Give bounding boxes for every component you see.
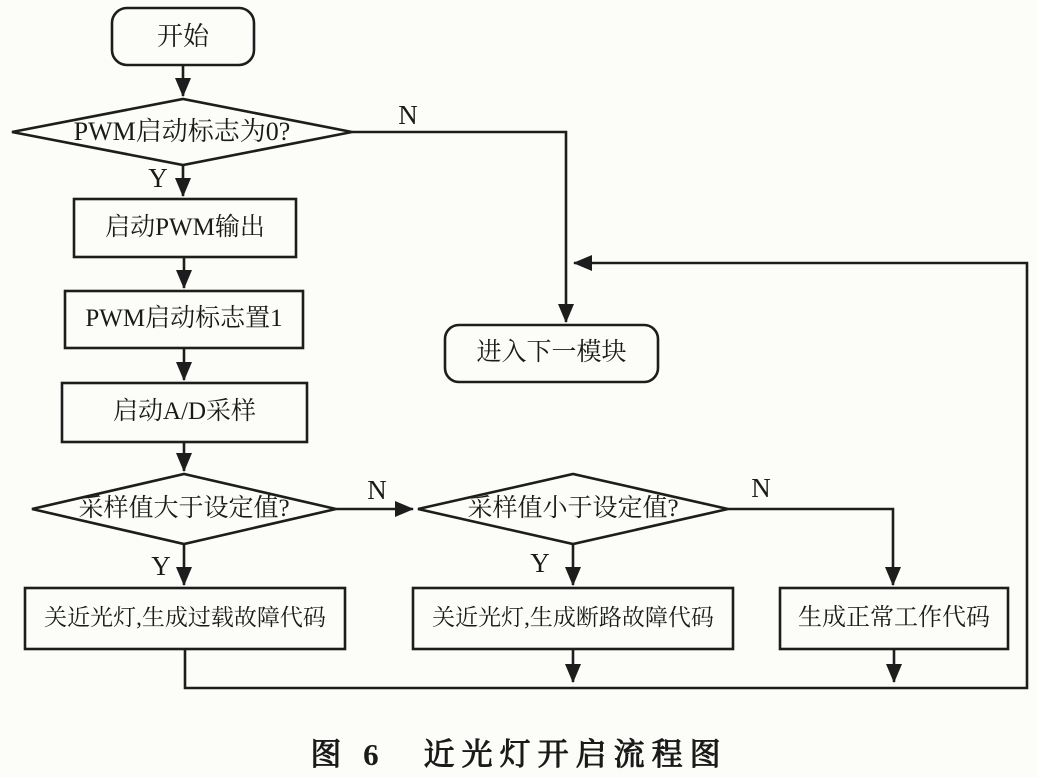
start-pwm-output-label: 启动PWM输出 (105, 213, 265, 241)
figure-caption: 图 6 近光灯开启流程图 (310, 737, 728, 772)
decision-under-label: 采样值小于设定值? (467, 494, 679, 522)
edge-under-no (728, 509, 893, 585)
edge-label-over-no: N (367, 474, 387, 505)
edge-label-under-yes: Y (530, 547, 550, 578)
next-module-label: 进入下一模块 (476, 339, 627, 367)
edge-pwmflag-no (352, 132, 566, 322)
start-node-label: 开始 (156, 21, 209, 51)
edge-label-pwmflag-no: N (398, 99, 418, 130)
edge-label-pwmflag-yes: Y (148, 162, 168, 193)
decision-over-label: 采样值大于设定值? (78, 494, 290, 522)
start-ad-sampling-label: 启动A/D采样 (112, 398, 257, 426)
set-pwm-flag-label: PWM启动标志置1 (85, 305, 283, 333)
edge-label-under-no: N (751, 472, 771, 503)
overload-fault-label: 关近光灯,生成过载故障代码 (44, 605, 326, 631)
normal-code-label: 生成正常工作代码 (798, 604, 990, 631)
decision-pwm-flag-label: PWM启动标志为0? (73, 117, 291, 147)
edge-label-over-yes: Y (151, 550, 171, 581)
open-circuit-fault-label: 关近光灯,生成断路故障代码 (432, 605, 714, 631)
